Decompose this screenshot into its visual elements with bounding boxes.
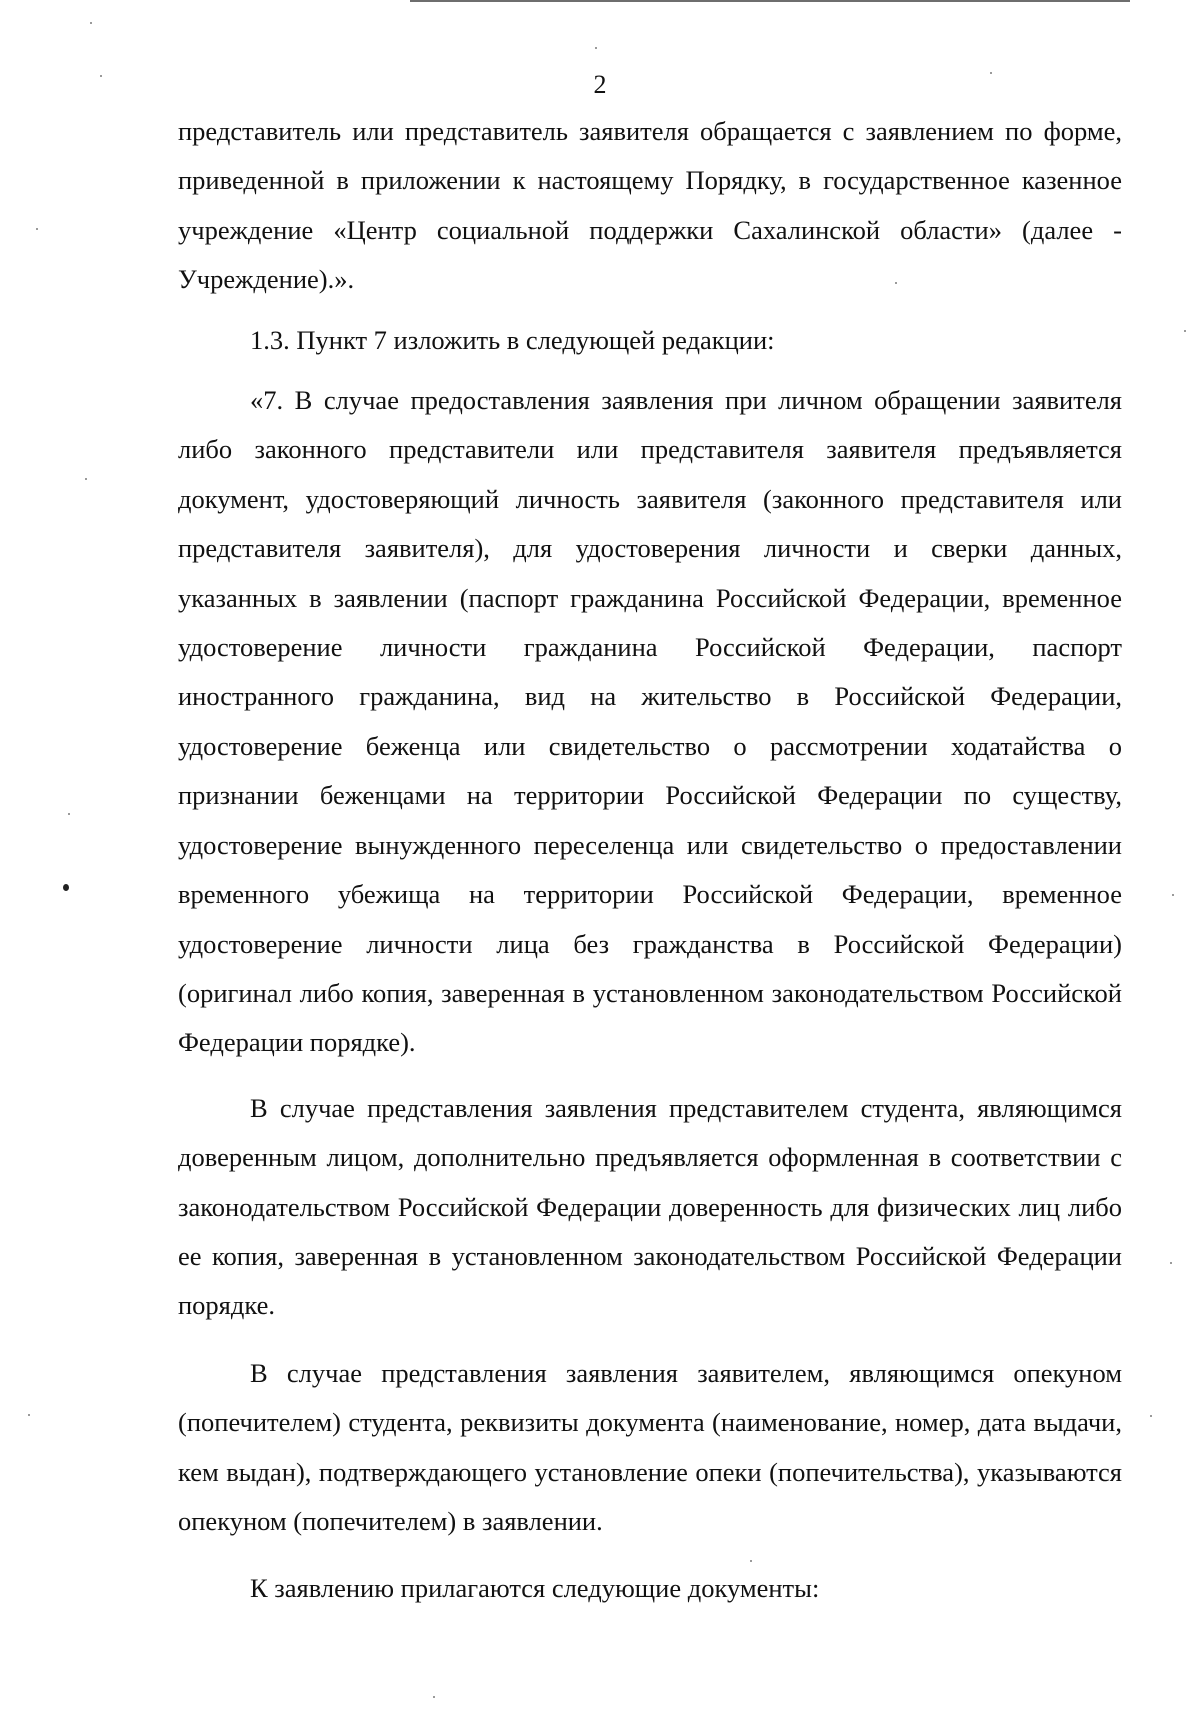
scan-speck	[1170, 1262, 1172, 1264]
scan-speck	[90, 22, 92, 24]
paragraph-guardian: В случае представления заявления заявителем, являющимся опекуном (попечителем) студента, реквизиты документа (наименование, номер, дата выдачи, кем выдан), подтверждающего установление опеки (попечительства), указываются опекуном (попечителем) в заявлении.	[178, 1357, 1122, 1536]
scan-speck	[100, 75, 102, 77]
document-body	[178, 107, 1122, 1614]
paragraph-item-1-3: 1.3. Пункт 7 изложить в следующей редакции:	[250, 324, 775, 355]
page-number: 2	[593, 70, 607, 99]
scan-speck	[1184, 330, 1186, 332]
scan-speck	[595, 47, 597, 49]
scan-speck	[433, 1696, 435, 1698]
scan-speck	[895, 282, 897, 284]
scan-speck	[68, 813, 70, 815]
paragraph-trustee: В случае представления заявления представителем студента, являющимся доверенным лицом, дополнительно предъявляется оформленная в соответствии с законодательством Российской Федерации доверенность для физических лиц либо ее копия, заверенная в установленном законодательством Российской Федерации порядке.	[178, 1092, 1122, 1321]
paragraph-item-7: «7. В случае предоставления заявления при личном обращении заявителя либо законного представители или представителя заявителя предъявляется документ, удостоверяющий личность заявителя (законного представителя или представителя заявителя), для удостоверения личности и сверки данных, указанных в заявлении (паспорт гражданина Российской Федерации, временное удостоверение личности гражданина Российской Федерации, паспорт иностранного гражданина, вид на жительство в Российской Федерации, удостоверение беженца или свидетельство о рассмотрении ходатайства о признании беженцами на территории Российской Федерации по существу, удостоверение вынужденного переселенца или свидетельство о предоставлении временного убежища на территории Российской Федерации, временное удостоверение личности лица без гражданства в Российской Федерации) (оригинал либо копия, заверенная в установленном законодательством Российской Федерации порядке).	[178, 385, 1122, 1058]
scan-speck	[36, 228, 38, 230]
top-scan-edge-line	[410, 0, 1130, 2]
scan-speck	[750, 1560, 752, 1562]
scan-speck	[990, 72, 992, 74]
scan-dot-mark	[63, 884, 69, 891]
scan-speck	[1172, 894, 1174, 896]
scan-speck	[1150, 1415, 1152, 1417]
paragraph-attachments: К заявлению прилагаются следующие документы:	[250, 1573, 820, 1604]
scan-speck	[28, 1414, 30, 1416]
paragraph-continuation: представитель или представитель заявителя обращается с заявлением по форме, приведенной в приложении к настоящему Порядку, в государственное казенное учреждение «Центр социальной поддержки Сахалинской области» (далее - Учреждение).».	[178, 116, 1122, 295]
scan-speck	[85, 478, 87, 480]
